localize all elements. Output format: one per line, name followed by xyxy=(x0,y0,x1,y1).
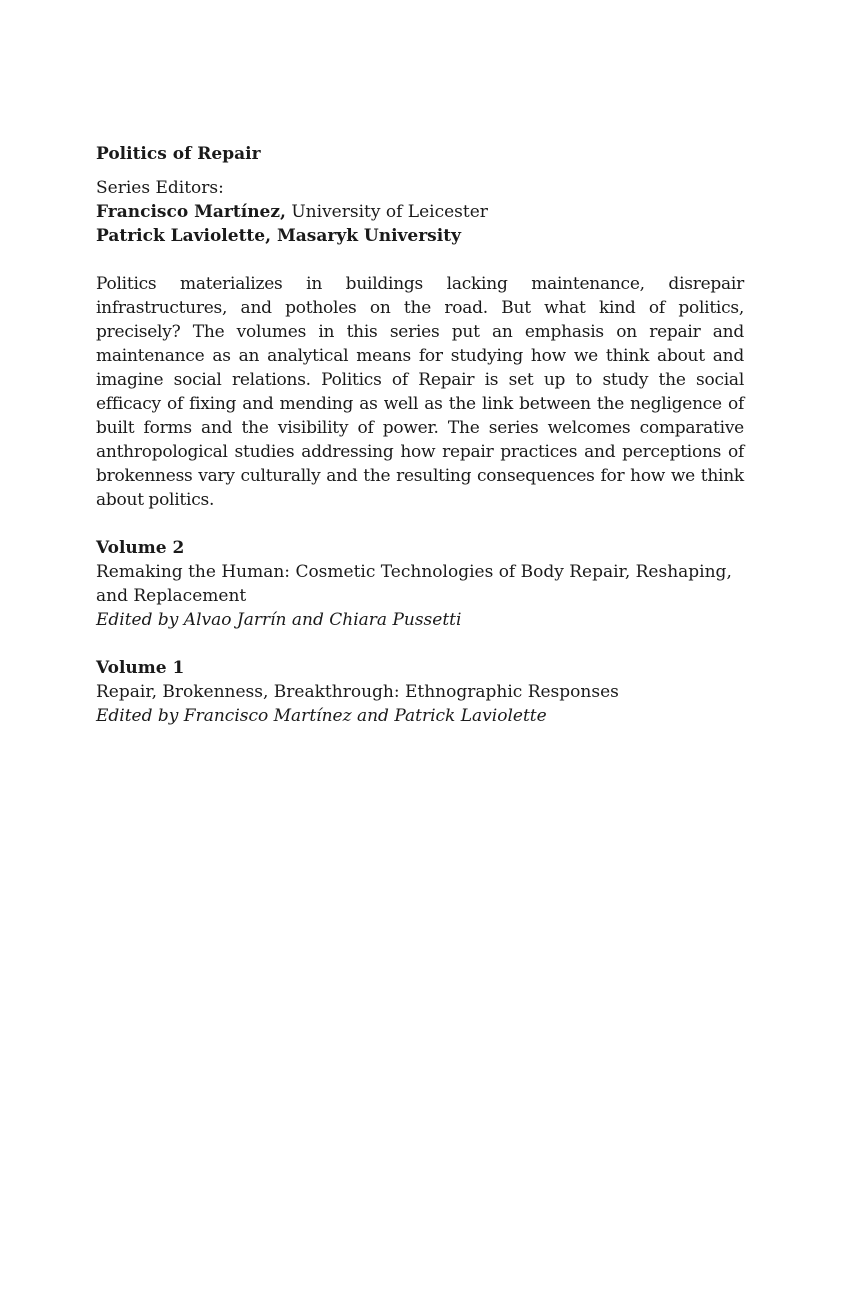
editor-affiliation: University of Leicester xyxy=(291,202,488,222)
series-description: Politics materializes in buildings lacking maintenance, disrepair infrastructures, and potholes on the road. But what kind of politics, precisely? The volumes in this series put an emphasis on repair and maintenance as an analytical means for studying how we think about and imagine social relations. Politics of Repair is set up to study the social efficacy of fixing and mending as well as the link between the negligence of built forms and the visibility of power. The series welcomes comparative anthropological studies addressing how repair practices and perceptions of brokenness vary culturally and the resulting consequences for how we think about politics. xyxy=(96,274,744,510)
series-title: Politics of Repair xyxy=(96,144,261,164)
editor-affiliation: Masaryk University xyxy=(276,226,461,246)
series-editors xyxy=(96,176,744,248)
volume-title: Repair, Brokenness, Breakthrough: Ethnographic Responses xyxy=(96,682,619,702)
editor-name: Patrick Laviolette, xyxy=(96,226,272,246)
volume-label: Volume 2 xyxy=(96,538,185,558)
series-editor xyxy=(96,200,744,224)
volume-entry xyxy=(96,656,744,728)
volume-label: Volume 1 xyxy=(96,658,185,678)
volume-editors: Edited by Alvao Jarrín and Chiara Pussetti xyxy=(96,610,462,630)
volume-entry xyxy=(96,536,744,632)
series-editors-label: Series Editors: xyxy=(96,178,224,198)
volume-title: Remaking the Human: Cosmetic Technologies of Body Repair, Reshaping, and Replacement xyxy=(96,562,732,606)
series-editor xyxy=(96,224,744,248)
series-page xyxy=(96,142,744,752)
volume-editors: Edited by Francisco Martínez and Patrick Laviolette xyxy=(96,706,547,726)
editor-name: Francisco Martínez, xyxy=(96,202,286,222)
